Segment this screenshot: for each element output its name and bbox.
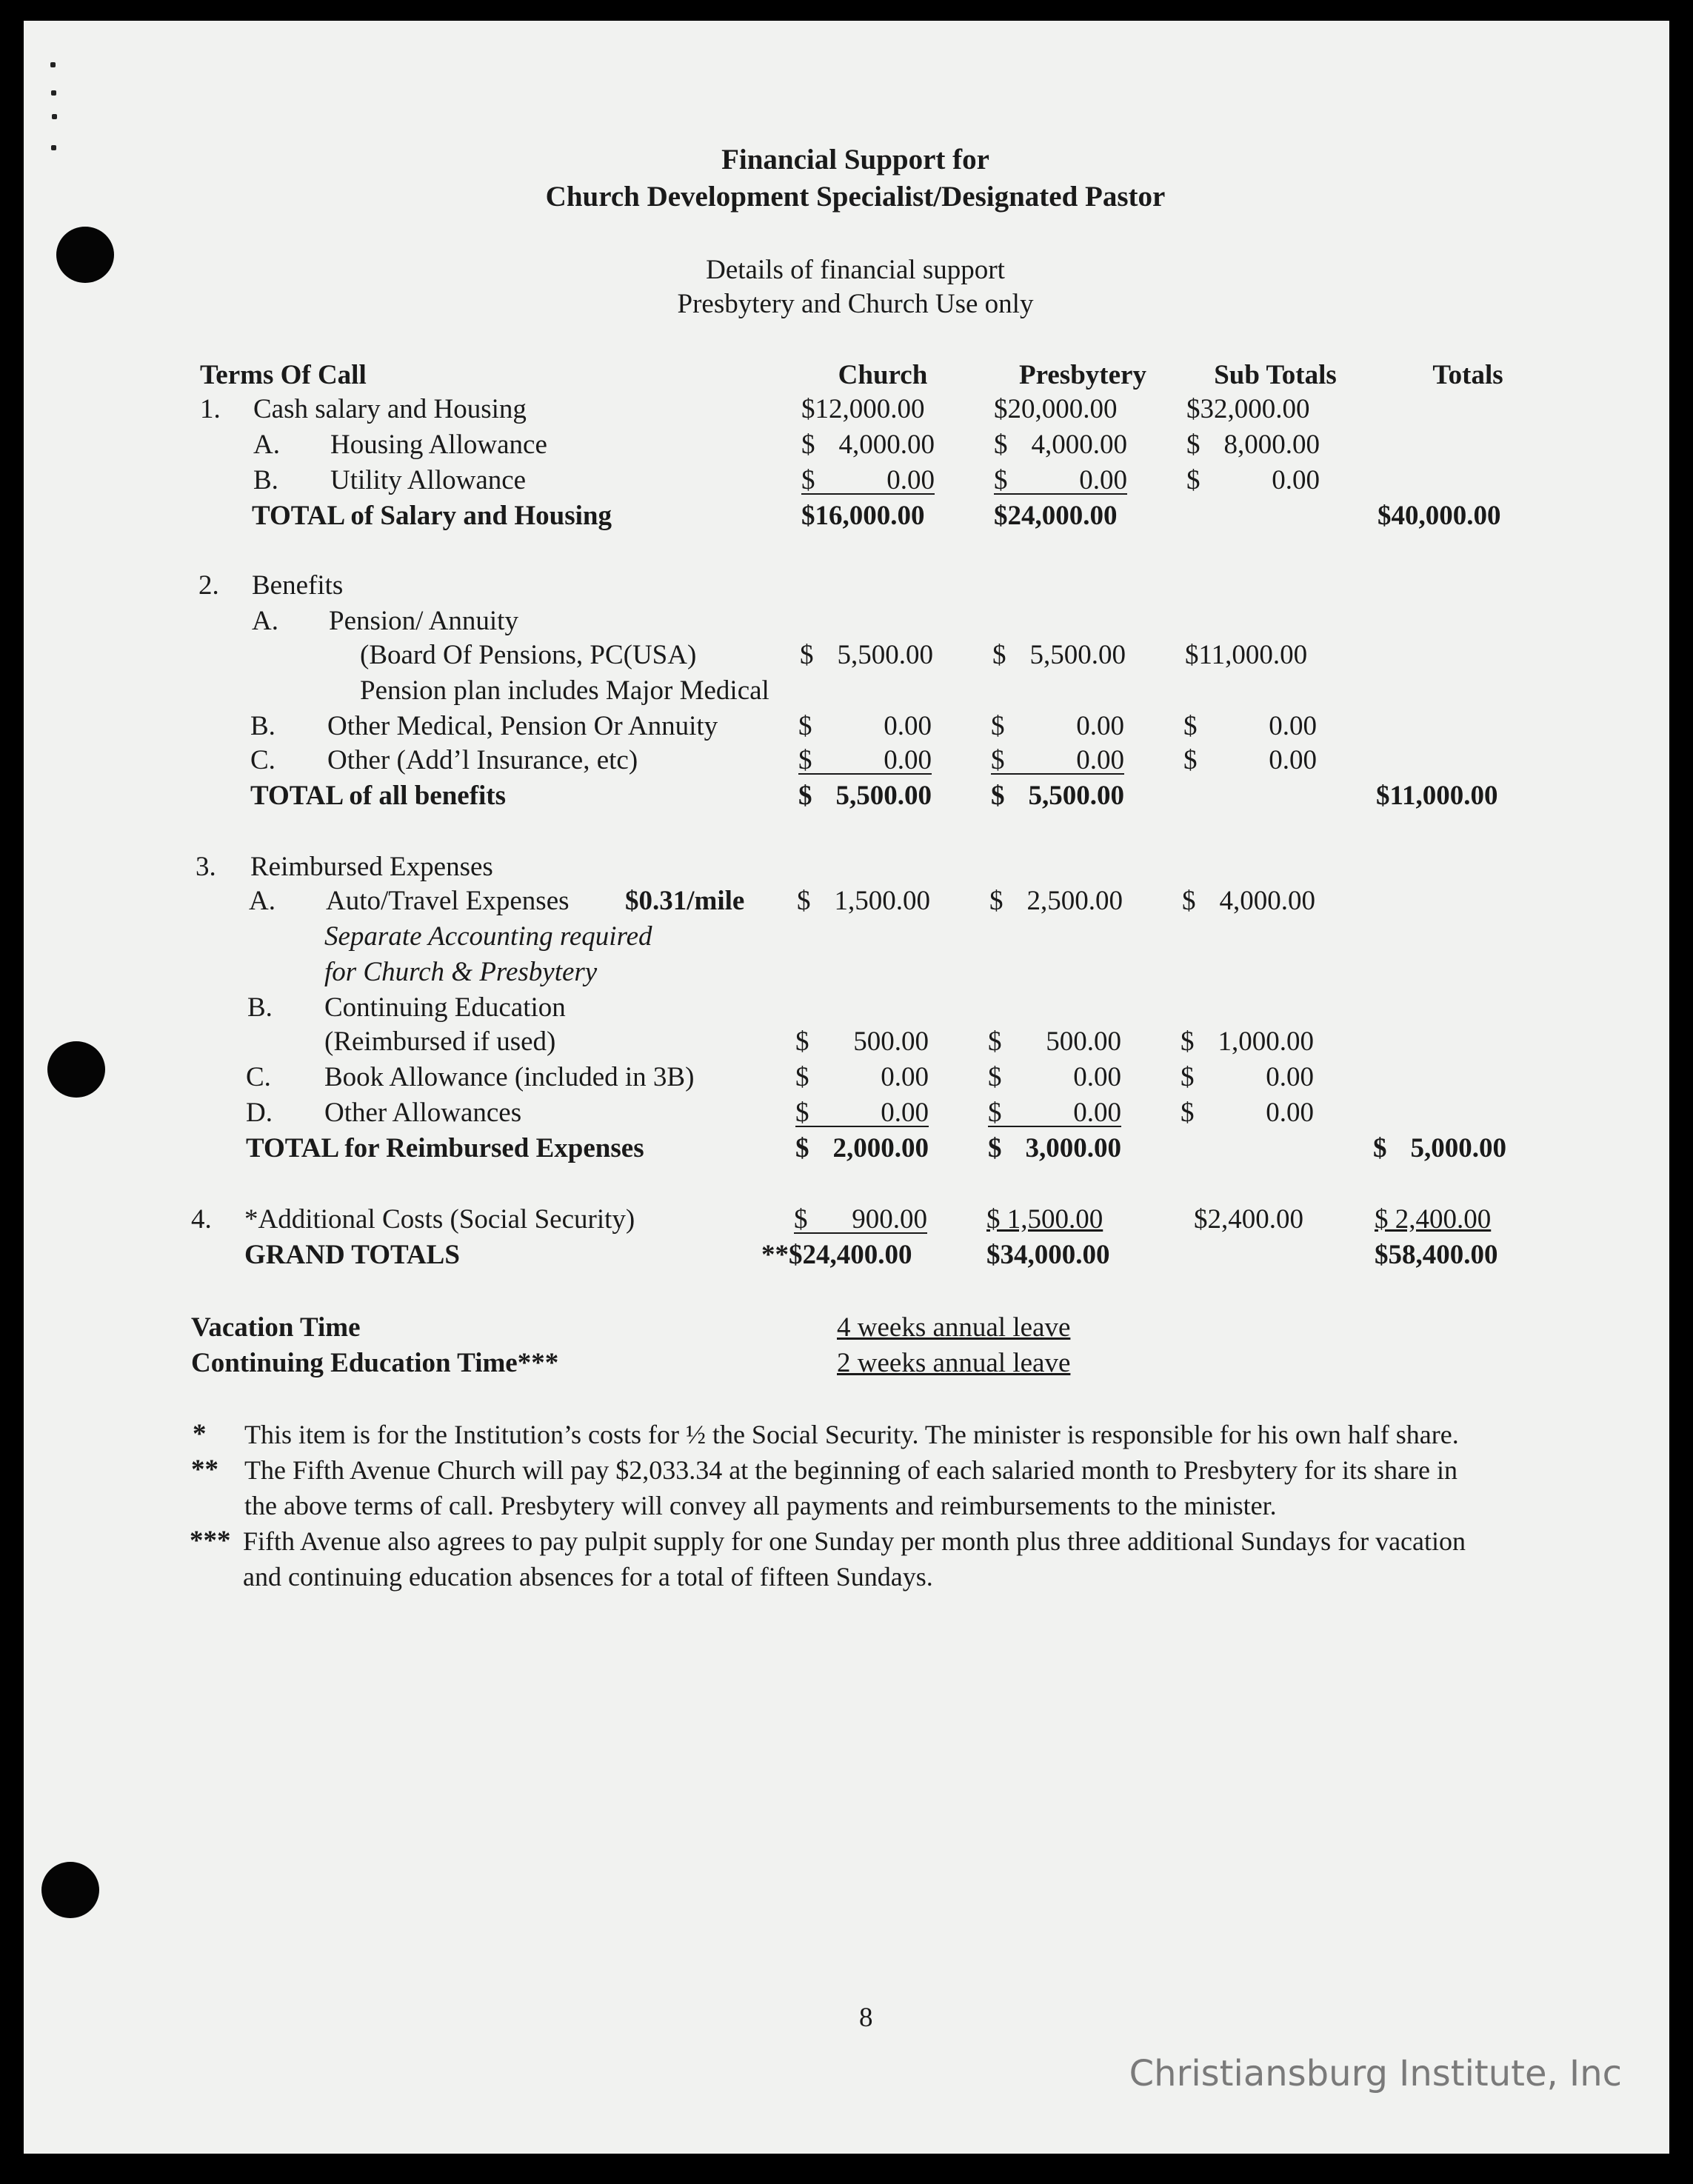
watermark: Christiansburg Institute, Inc — [1129, 2053, 1622, 2094]
section1-number: 1. — [200, 394, 221, 424]
section4-presbytery: $ 1,500.00 — [986, 1204, 1103, 1235]
section2-number: 2. — [198, 570, 219, 601]
section3-label: Reimbursed Expenses — [250, 852, 493, 882]
continuing-education-time-label: Continuing Education Time*** — [191, 1348, 559, 1378]
grand-totals-label: GRAND TOTALS — [244, 1240, 460, 1270]
section1-presbytery: $20,000.00 — [994, 394, 1118, 424]
section1-label: Cash salary and Housing — [253, 394, 527, 424]
section3-a-note2: for Church & Presbytery — [324, 957, 598, 987]
grand-totals-church: **$24,400.00 — [761, 1240, 912, 1270]
section1-church: $12,000.00 — [801, 394, 925, 424]
binder-hole-middle — [47, 1041, 105, 1098]
section2-a-label: Pension/ Annuity — [329, 606, 518, 636]
section3-d-church: $ 0.00 — [795, 1098, 929, 1128]
section1-b-church: $ 0.00 — [801, 465, 935, 495]
page-number: 8 — [859, 2003, 873, 2033]
section1-b-letter: B. — [253, 465, 278, 495]
binder-hole-bottom — [41, 1862, 99, 1918]
section1-grand-total: $40,000.00 — [1378, 501, 1501, 531]
vacation-time-value: 4 weeks annual leave — [837, 1312, 1071, 1343]
section3-c-label: Book Allowance (included in 3B) — [324, 1062, 695, 1092]
section3-b-line2: (Reimbursed if used) — [324, 1026, 556, 1057]
footnote-text: The Fifth Avenue Church will pay $2,033.34 at the beginning of each salaried month to Presbytery for its share in — [244, 1455, 1457, 1485]
section1-a-label: Housing Allowance — [330, 430, 547, 460]
header-terms-of-call: Terms Of Call — [200, 360, 367, 390]
section4-number: 4. — [191, 1204, 212, 1235]
footnote-mark: *** — [190, 1526, 231, 1556]
section3-a-rate: $0.31/mile — [625, 886, 745, 916]
section2-c-label: Other (Add’l Insurance, etc) — [327, 745, 638, 775]
section3-b-label: Continuing Education — [324, 992, 566, 1023]
continuing-education-time-value: 2 weeks annual leave — [837, 1348, 1071, 1378]
section3-a-letter: A. — [249, 886, 276, 916]
section2-a-line3: Pension plan includes Major Medical — [360, 675, 769, 706]
subtitle-line1: Details of financial support — [706, 255, 1005, 285]
section3-d-letter: D. — [246, 1098, 273, 1128]
section2-b-letter: B. — [250, 711, 276, 741]
section2-a-letter: A. — [252, 606, 278, 636]
section2-b-label: Other Medical, Pension Or Annuity — [327, 711, 718, 741]
section3-a-note1: Separate Accounting required — [324, 921, 652, 952]
section4-church: $ 900.00 — [794, 1204, 927, 1235]
section2-c-church: $ 0.00 — [798, 745, 932, 775]
section1-a-letter: A. — [253, 430, 280, 460]
subtitle-line2: Presbytery and Church Use only — [677, 289, 1034, 319]
section1-subtotal: $32,000.00 — [1186, 394, 1310, 424]
footnote-mark: * — [193, 1419, 207, 1449]
section1-total-label: TOTAL of Salary and Housing — [252, 501, 612, 531]
section1-b-presbytery: $ 0.00 — [994, 465, 1127, 495]
section2-label: Benefits — [252, 570, 344, 601]
document-title-line2: Church Development Specialist/Designated Pastor — [545, 181, 1166, 213]
footnote-text: This item is for the Institution’s costs for ½ the Social Security. The minister is responsible for his own half share. — [244, 1420, 1459, 1449]
section2-grand-total: $11,000.00 — [1376, 781, 1498, 811]
footnote-text: Fifth Avenue also agrees to pay pulpit supply for one Sunday per month plus three additional Sundays for vacation — [243, 1526, 1466, 1556]
section2-total-label: TOTAL of all benefits — [250, 781, 507, 811]
section3-total-label: TOTAL for Reimbursed Expenses — [246, 1133, 644, 1163]
header-presbytery: Presbytery — [1019, 360, 1146, 390]
section3-b-letter: B. — [247, 992, 273, 1023]
document-title-line1: Financial Support for — [721, 144, 989, 176]
edge-mark — [52, 114, 57, 119]
section4-subtotal: $2,400.00 — [1194, 1204, 1303, 1235]
header-totals: Totals — [1432, 360, 1503, 390]
section1-total-presbytery: $24,000.00 — [994, 501, 1118, 531]
header-church: Church — [838, 360, 928, 390]
vacation-time-label: Vacation Time — [191, 1312, 361, 1343]
section2-c-letter: C. — [250, 745, 276, 775]
section4-label: *Additional Costs (Social Security) — [244, 1204, 635, 1235]
section2-a-subtotal: $11,000.00 — [1185, 640, 1308, 670]
document-page: Financial Support for Church Development Specialist/Designated Pastor Details of financial support Presbytery and Church Use only Terms Of Call Church Presbytery Sub Totals Totals 1. Cash salary and Housing $12,000.00 $20,000.00 $32,000.00 A. Housing Allowance $ 4,000.00 $ 4,000.00 $ 8,000.00 B. Utility Allowance $ 0.00 $ 0.00 $ 0.00 TOTAL of Salary and Housing $16,000.00 $24,000.00 $40,000.00 2. Benefits A. Pension/ Annuity (Board Of Pensions, PC(USA) $ 5,500.00 $ 5,500.00 $11,000.00 Pension plan includes Major Medical B. Other Medical, Pension Or Annuity $ 0.00 $ 0.00 $ 0.00 C. Other (Add’l Insurance, etc) $ 0.00 $ 0.00 $ 0.00 TOTAL of all benefits $ 5,500.00 $ 5,500.00 $11,000.00 3. Reimbursed Expenses A. Auto/Travel Expenses $0.31/mile $ 1,500.00 $ 2,500.00 $ 4,000.00 Separate Accounting required for Church & Presbytery B. Continuing Education (Reimbursed if used) $ 500.00 $ 500.00 $ 1,000.00 C. Book Allowance (included in 3B) $ 0.00 $ 0.00 $ 0.00 D. Other Allowances $ 0.00 $ 0.00 $ 0.00 TOTAL for Reimbursed Expenses $ 2,000.00 $ 3,000.00 $ 5,000.00 4. *Additional Costs (Social Security) $ 900.00 $ 1,500.00 $2,400.00 $ 2,400.00 GRAND TOTALS **$24,400.00 $34,000.00 $58,400.00 Vacation Time 4 weeks annual leave Continuing Education Time*** 2 weeks annual leave * This item is for the Institution’s costs for ½ the Social Security. The minister is responsible for his own half share. ** The Fifth Avenue Church will pay $2,033.34 at the beginning of each salaried month to Presbytery for its share in the above terms of call. Presbytery will convey all payments and reimbursements to the minister. *** Fifth Avenue also agrees to pay pulpit supply for one Sunday per month plus three additional Sundays for vacation and continuing education absences for a total of fifteen Sundays. 8 — [24, 21, 1669, 2154]
footnote-text: the above terms of call. Presbytery will convey all payments and reimbursements to the minister. — [244, 1491, 1277, 1520]
section4-total: $ 2,400.00 — [1375, 1204, 1492, 1235]
section2-c-presbytery: $ 0.00 — [991, 745, 1124, 775]
section1-b-label: Utility Allowance — [330, 465, 527, 495]
footnote-text: and continuing education absences for a total of fifteen Sundays. — [243, 1562, 933, 1592]
footnote-mark: ** — [191, 1455, 218, 1485]
section3-d-label: Other Allowances — [324, 1098, 522, 1128]
section2-a-line2: (Board Of Pensions, PC(USA) — [360, 640, 697, 670]
section1-total-church: $16,000.00 — [801, 501, 925, 531]
edge-mark — [51, 90, 56, 96]
grand-totals-presbytery: $34,000.00 — [986, 1240, 1110, 1270]
grand-totals-total: $58,400.00 — [1375, 1240, 1498, 1270]
header-sub-totals: Sub Totals — [1214, 360, 1337, 390]
section3-a-label: Auto/Travel Expenses — [326, 886, 570, 916]
section3-d-presbytery: $ 0.00 — [988, 1098, 1121, 1128]
section3-number: 3. — [196, 852, 216, 882]
edge-mark — [50, 62, 56, 67]
section3-c-letter: C. — [246, 1062, 271, 1092]
